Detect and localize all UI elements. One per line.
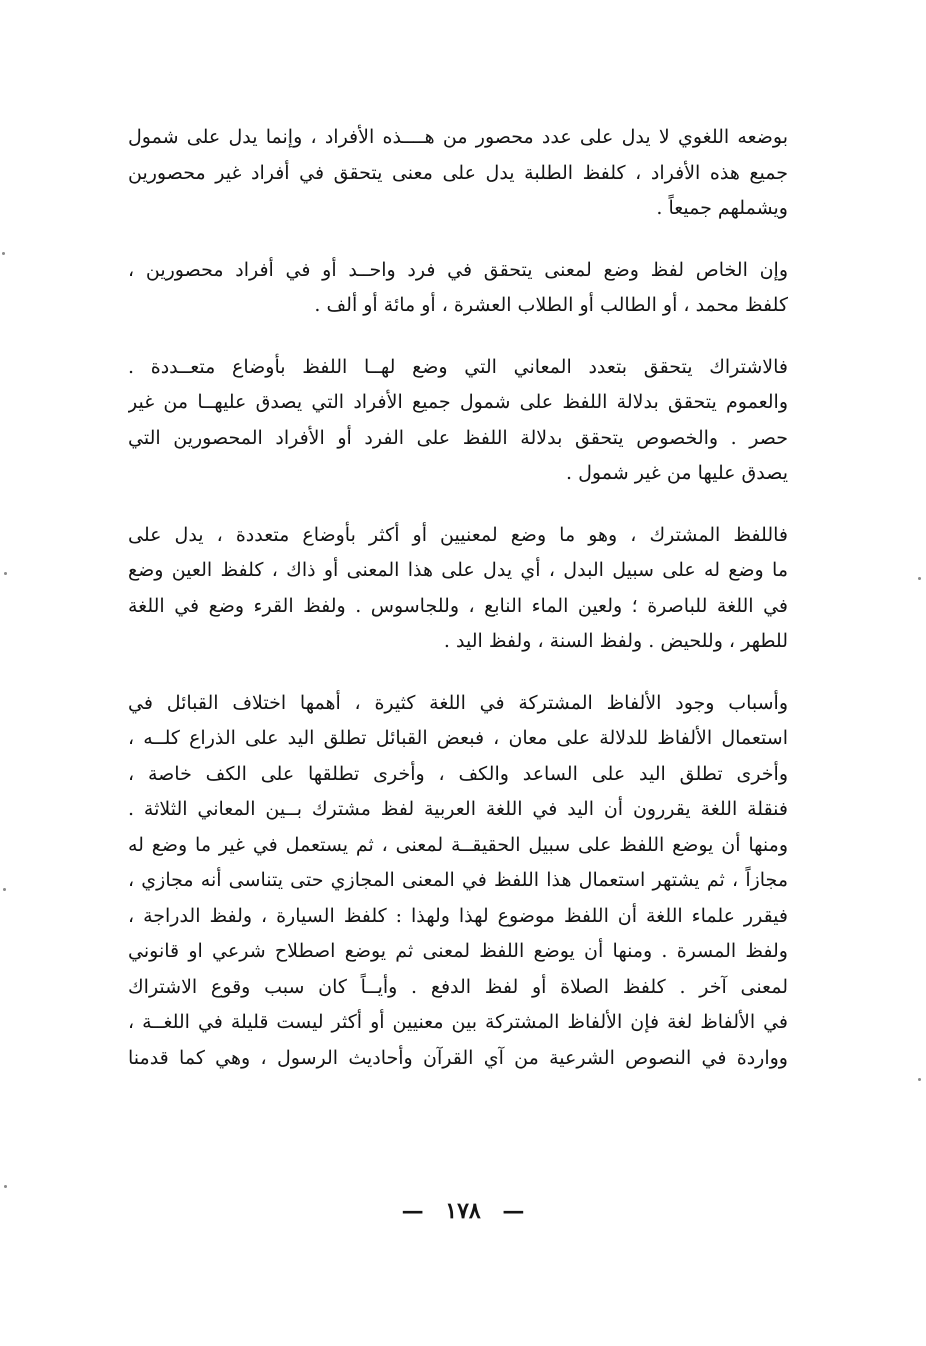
text-line: فاللفظ المشترك ، وهو ما وضع لمعنيين أو أكثر بأوضاع متعددة ، يدل على xyxy=(128,523,788,546)
text-line: استعمال الألفاظ للدلالة على معان ، فبعض القبائل تطلق اليد على الذراع كلــه ، xyxy=(128,727,788,749)
text-line: يصدق عليها من غير شمول . xyxy=(566,462,788,484)
text-line: بوضعه اللغوي لا يدل على عدد محصور من هــــذه الأفراد ، وإنما يدل على شمول xyxy=(128,126,788,148)
text-line: وواردة في النصوص الشرعية من آي القرآن وأحاديث الرسول ، وهي كما قدمنا xyxy=(128,1046,788,1069)
paragraph-4 xyxy=(128,518,788,660)
scan-margin-mark xyxy=(2,252,5,255)
text-line: مجازاً ، ثم يشتهر استعمال هذا اللفظ في المعنى المجازي حتى يتناسى أنه مجازي ، xyxy=(128,869,788,891)
scan-margin-mark xyxy=(4,572,7,575)
text-line: ومنها أن يوضع اللفظ على سبيل الحقيقــة لمعنى ، ثم يستعمل في غير ما وضع له xyxy=(128,833,788,856)
scan-margin-mark xyxy=(3,888,6,891)
text-line: وأسباب وجود الألفاظ المشتركة في اللغة كثيرة ، أهمها اختلاف القبائل في xyxy=(128,691,788,714)
text-line: ما وضع له على سبيل البدل ، أي يدل على هذا المعنى أو ذاك ، كلفظ العين وضع xyxy=(128,559,788,581)
text-line: لمعنى آخر . كلفظ الصلاة أو لفظ الدفع . وأيــاً كان سبب وقوع الاشتراك xyxy=(128,975,788,998)
text-line: ولفظ المسرة . ومنها أن يوضع اللفظ لمعنى ثم يوضع اصطلاح شرعي او قانوني xyxy=(128,940,788,962)
page-number-dash-right: — xyxy=(502,1198,525,1224)
paragraph-5 xyxy=(128,686,788,1077)
page-body-text xyxy=(128,120,788,1102)
text-line: فيقرر علماء اللغة أن اللفظ موضوع لهذا ولهذا : كلفظ السيارة ، ولفظ الدراجة ، xyxy=(128,904,788,927)
text-line: حصر . والخصوص يتحقق بدلالة اللفظ على الفرد أو الأفراد المحصورين التي xyxy=(128,426,788,449)
paragraph-2 xyxy=(128,253,788,324)
page-number-value: ١٧٨ xyxy=(445,1198,481,1224)
text-line: للطهر ، وللحيض . ولفظ السنة ، ولفظ اليد . xyxy=(443,630,788,652)
text-line: والعموم يتحقق بدلالة اللفظ على شمول جميع الأفراد التي يصدق عليهــا من غير xyxy=(128,391,788,413)
page-number-dash-left: — xyxy=(401,1198,424,1224)
text-line: وأخرى تطلق اليد على الساعد والكف ، وأخرى تطلقها على الكف خاصة ، xyxy=(128,762,788,785)
text-line: في الألفاظ لغة فإن الألفاظ المشتركة بين معنيين أو أكثر ليست قليلة في اللغــة ، xyxy=(128,1011,788,1033)
page-number xyxy=(0,1198,926,1224)
text-line: فنقلة اللغة يقررون أن اليد في اللغة العربية لفظ مشترك بــين المعاني الثلاثة . xyxy=(128,798,788,820)
text-line: كلفظ محمد ، أو الطالب أو الطلاب العشرة ، أو مائة أو ألف . xyxy=(314,294,788,316)
text-line: ويشملهم جميعاً . xyxy=(656,197,788,219)
paragraph-3 xyxy=(128,350,788,492)
text-line: وإن الخاص لفظ وضع لمعنى يتحقق في فرد واحــد أو في أفراد محصورين ، xyxy=(128,258,788,281)
scan-margin-mark xyxy=(4,1185,7,1188)
scan-margin-mark xyxy=(918,1078,921,1081)
text-line: في اللغة للباصرة ؛ ولعين الماء النابع ، وللجاسوس . ولفظ القرء وضع في اللغة xyxy=(128,594,788,617)
scan-margin-mark xyxy=(918,577,921,580)
paragraph-1 xyxy=(128,120,788,227)
text-line: فالاشتراك يتحقق بتعدد المعاني التي وضع لهــا اللفظ بأوضاع متعــددة . xyxy=(128,355,788,378)
text-line: جميع هذه الأفراد ، كلفظ الطلبة يدل على معنى يتحقق في أفراد غير محصورين xyxy=(128,161,788,184)
